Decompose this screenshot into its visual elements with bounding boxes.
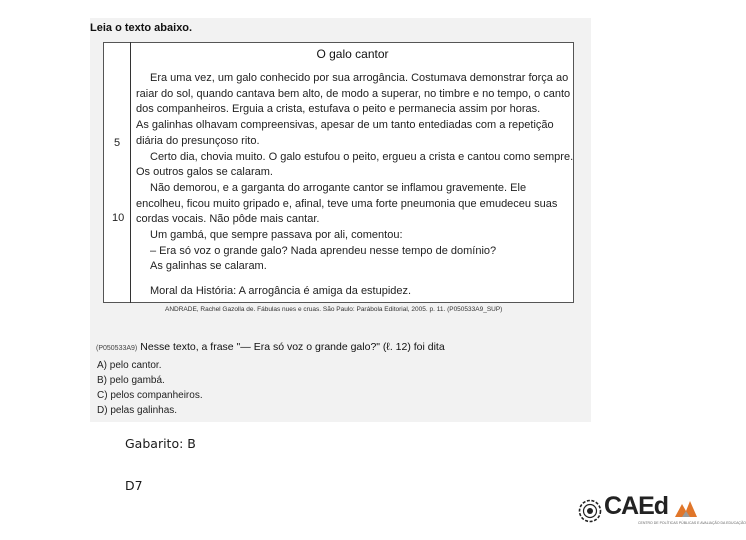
story-line: As galinhas se calaram.: [150, 260, 267, 273]
logo-wordmark: CAEd: [604, 492, 669, 520]
logo-subtitle: CENTRO DE POLÍTICAS PÚBLICAS E AVALIAÇÃO DA EDUCAÇÃO: [638, 521, 746, 525]
story-line: As galinhas olhavam compreensivas, apesar de um tanto entediadas com a repetição: [136, 119, 554, 132]
option-a: A) pelo cantor.: [97, 360, 162, 371]
story-moral: Moral da História: A arrogância é amiga da estupidez.: [150, 285, 412, 297]
story-line: dos companheiros. Erguia a crista, estufava o peito e permanecia assim por horas.: [136, 103, 541, 116]
story-line: cordas vocais. Não pôde mais cantar.: [136, 213, 320, 226]
question-code: (P050533A9): [96, 345, 138, 352]
question-text: Nesse texto, a frase "— Era só voz o grande galo?" (ℓ. 12) foi dita: [140, 341, 445, 353]
line-number-gutter: [130, 42, 131, 303]
question-stem: [96, 341, 445, 353]
story-line: Não demorou, e a garganta do arrogante cantor se inflamou gravemente. Ele: [150, 181, 527, 194]
caed-emblem-icon: [578, 499, 602, 523]
answer-key: Gabarito: B: [125, 436, 196, 451]
option-d: D) pelas galinhas.: [97, 405, 178, 416]
caed-logo: [578, 492, 746, 526]
option-c: C) pelos companheiros.: [97, 390, 203, 401]
option-b: B) pelo gambá.: [97, 375, 165, 386]
story-line: Certo dia, chovia muito. O galo estufou o peito, ergueu a crista e cantou como sempre.: [150, 150, 574, 163]
story-line: raiar do sol, quando cantava bem alto, de modo a superar, no timbre e no tempo, o canto: [136, 87, 571, 100]
line-number-5: 5: [114, 137, 121, 149]
source-citation: ANDRADE, Rachel Gazolla de. Fábulas nues e cruas. São Paulo: Parábola Editorial, 2005. p. 11. (P050533A9_SUP): [165, 306, 503, 313]
story-line: diária do presunçoso rito.: [136, 134, 260, 147]
story-line: Era uma vez, um galo conhecido por sua arrogância. Costumava demonstrar força ao: [150, 72, 569, 84]
story-line: Um gambá, que sempre passava por ali, comentou:: [150, 229, 403, 241]
story-line: – Era só voz o grande galo? Nada aprendeu nesse tempo de domínio?: [150, 244, 497, 257]
line-number-10: 10: [112, 212, 125, 224]
story-line: Os outros galos se calaram.: [136, 166, 273, 179]
logo-mark-icon: [673, 498, 699, 518]
descriptor-code: D7: [125, 478, 143, 493]
story-line: encolheu, ficou muito gripado e, afinal, teve uma forte pneumonia que emudeceu suas: [136, 197, 558, 210]
instruction-heading: Leia o texto abaixo.: [90, 22, 193, 34]
story-title: O galo cantor: [316, 47, 389, 61]
